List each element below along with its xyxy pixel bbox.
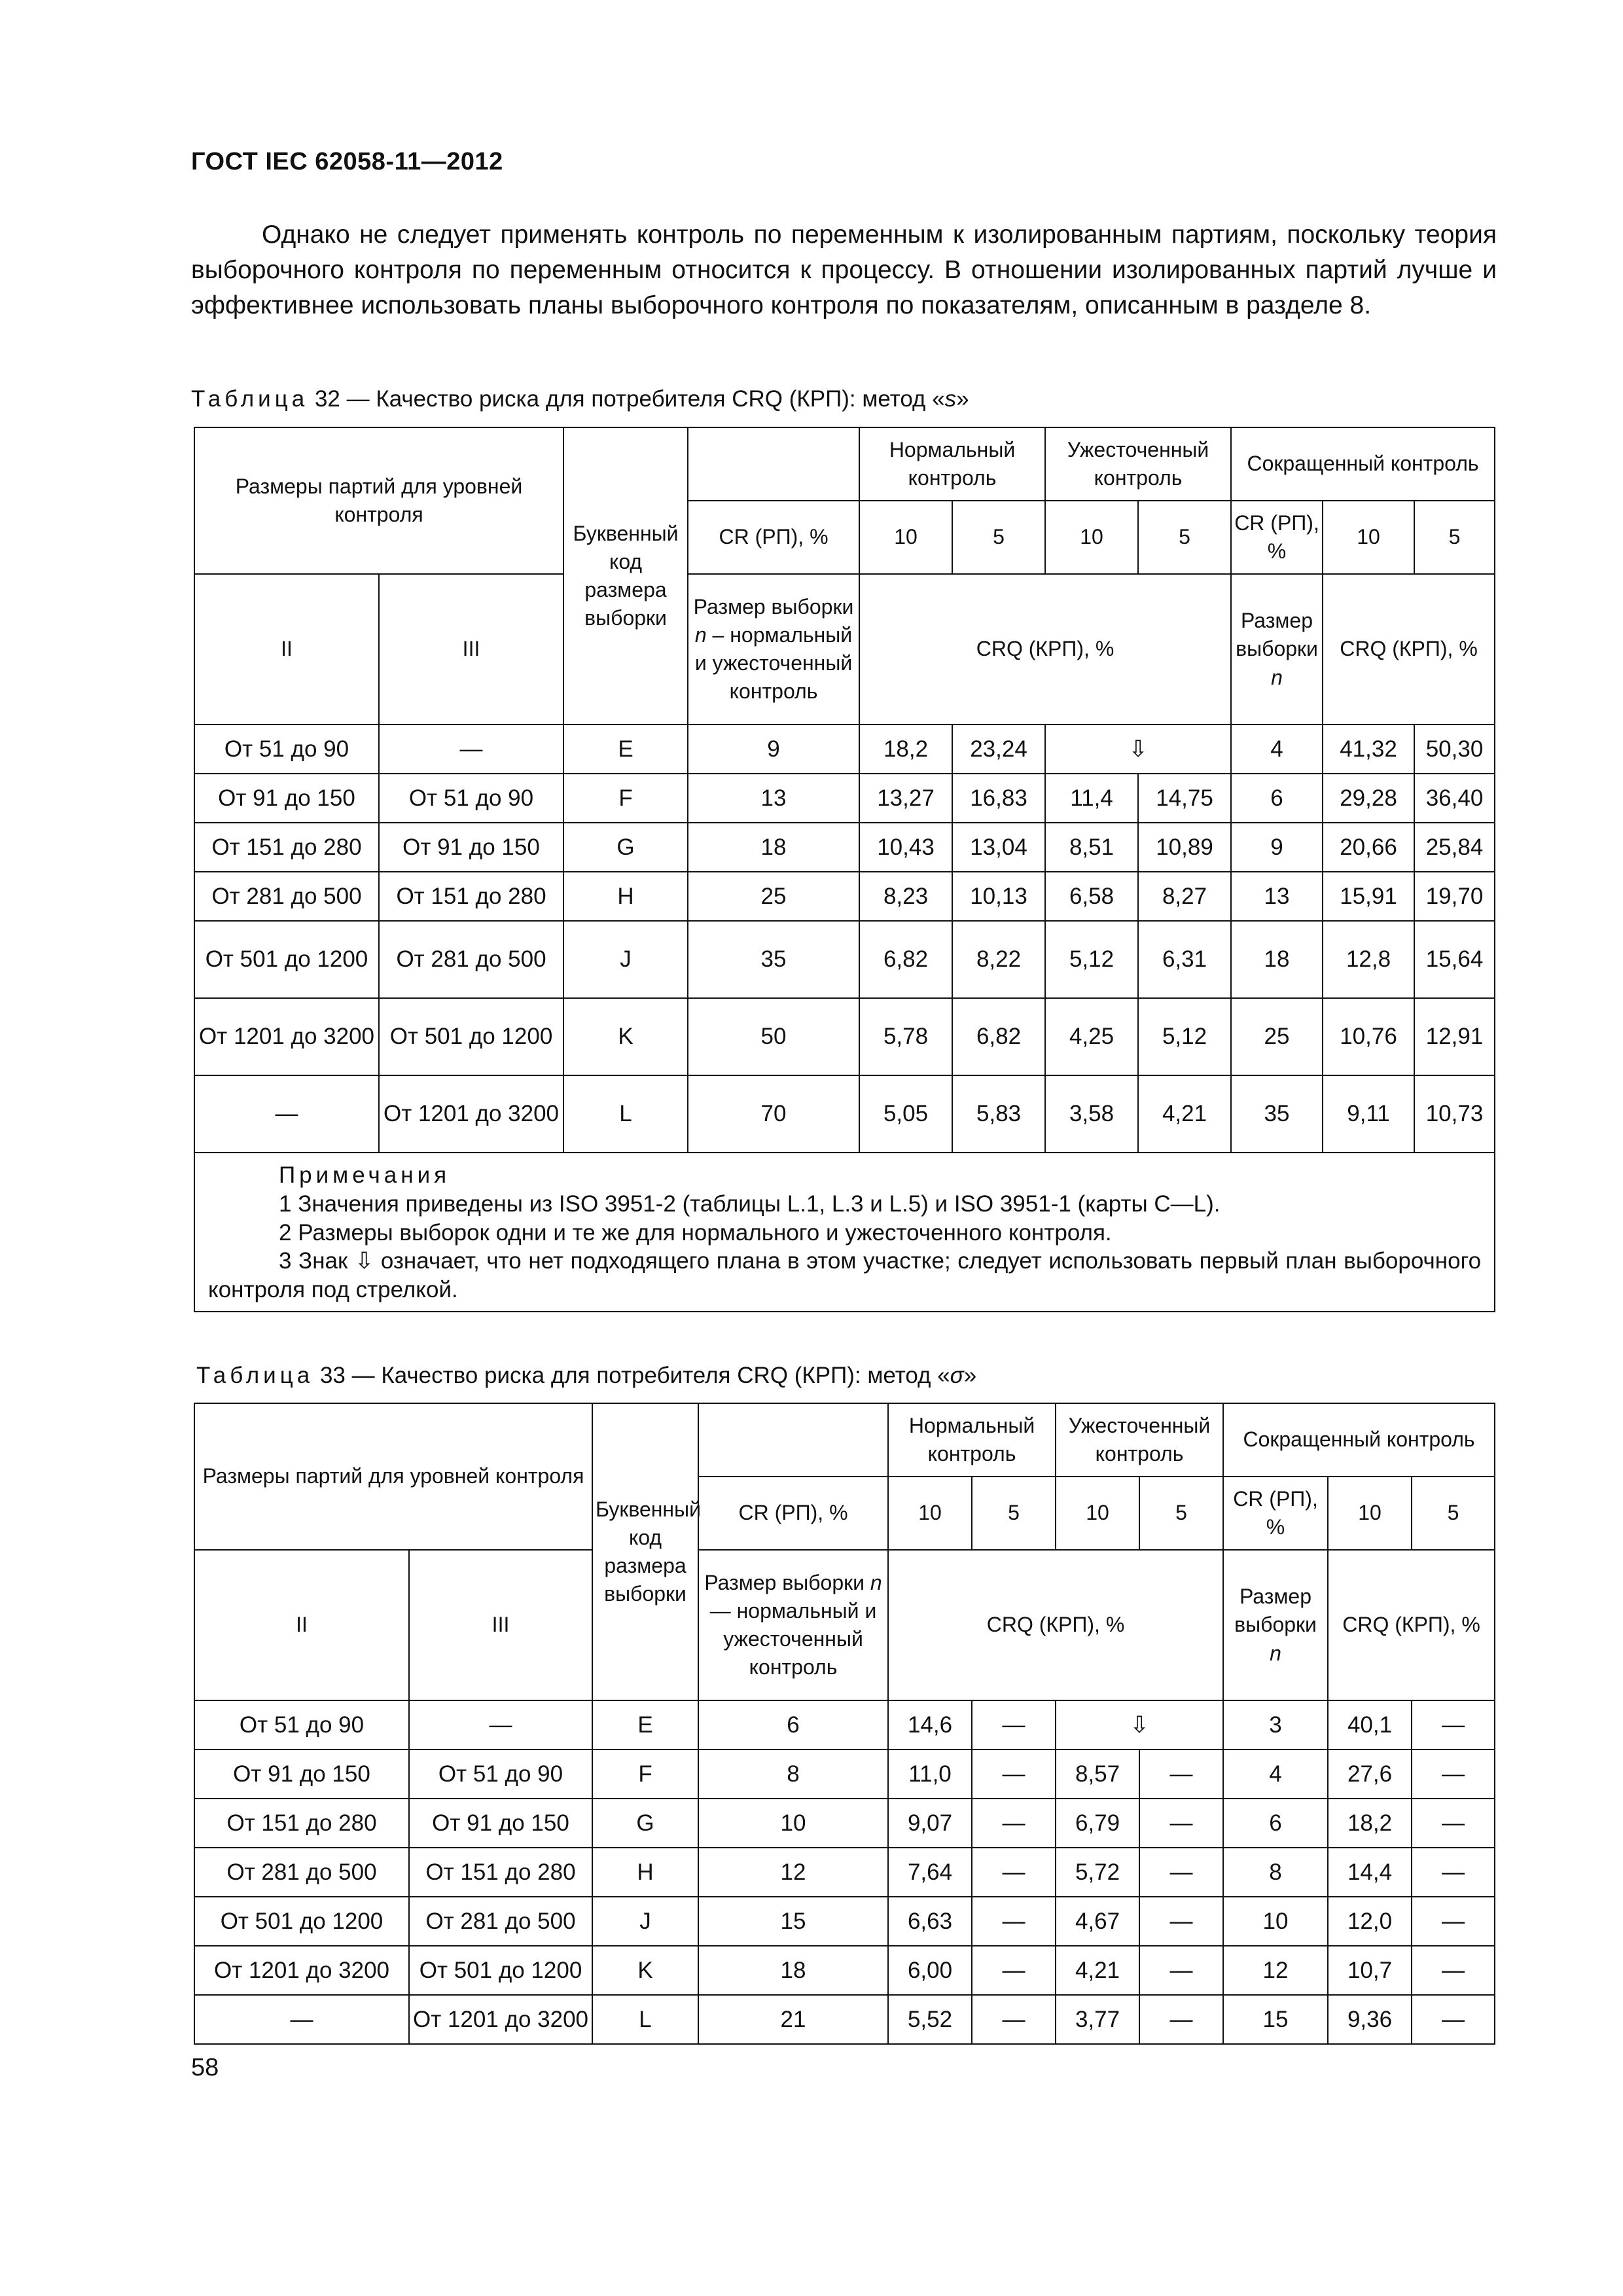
crq-tightened-10-cell: 3,58 <box>1045 1075 1138 1153</box>
crq-reduced-5-cell: — <box>1412 1995 1495 2044</box>
lot-level-3-cell: От 91 до 150 <box>379 823 563 872</box>
crq-tightened-5-cell: 10,89 <box>1138 823 1231 872</box>
crq-tightened-5-cell: 5,12 <box>1138 998 1231 1075</box>
cr-reduced-10: 10 <box>1323 501 1414 574</box>
sample-reduced-header: Размер выборки n <box>1231 574 1323 725</box>
caption-end: » <box>963 1363 977 1388</box>
caption-prefix: Таблица <box>196 1363 314 1388</box>
sample-reduced-cell: 35 <box>1231 1075 1323 1153</box>
crq-normal-10-cell: 11,0 <box>888 1749 972 1799</box>
lot-level-2-cell: От 51 до 90 <box>194 725 379 774</box>
sample-size-cell: 9 <box>688 725 859 774</box>
document-header: ГОСТ IEC 62058-11—2012 <box>191 148 503 175</box>
crq-tightened-10-cell: 8,57 <box>1056 1749 1139 1799</box>
note-2: 2 Размеры выборок одни и те же для нормального и ужесточенного контроля. <box>279 1219 1112 1246</box>
code-cell: H <box>592 1848 698 1897</box>
lot-level-2-cell: — <box>194 1995 409 2044</box>
lot-level-2-cell: От 151 до 280 <box>194 823 379 872</box>
lot-level-3-cell: От 281 до 500 <box>379 921 563 998</box>
sample-reduced-cell: 8 <box>1223 1848 1328 1897</box>
cr-reduced-header: CR (РП), % <box>1223 1477 1328 1550</box>
crq-tightened-10-cell: 6,58 <box>1045 872 1138 921</box>
cr-tightened-10: 10 <box>1045 501 1138 574</box>
sample-size-cell: 15 <box>698 1897 888 1946</box>
crq-normal-10-cell: 9,07 <box>888 1799 972 1848</box>
notes-title: Примечания <box>279 1162 451 1188</box>
code-cell: L <box>592 1995 698 2044</box>
sample-size-cell: 12 <box>698 1848 888 1897</box>
lot-level-2-cell: От 1201 до 3200 <box>194 1946 409 1995</box>
sample-reduced-cell: 3 <box>1223 1700 1328 1749</box>
crq-normal-10-cell: 5,78 <box>859 998 952 1075</box>
level-2-header: II <box>194 1550 409 1700</box>
crq-reduced-10-cell: 14,4 <box>1328 1848 1412 1897</box>
crq-tightened-5-cell: — <box>1139 1995 1223 2044</box>
caption-prefix: Таблица <box>191 386 309 412</box>
cr-reduced-header: CR (РП), % <box>1231 501 1323 574</box>
crq-tightened-5-cell: — <box>1139 1749 1223 1799</box>
table-row <box>194 921 1495 998</box>
no-plan-arrow-cell: ⇩ <box>1056 1700 1223 1749</box>
crq-reduced-10-cell: 10,7 <box>1328 1946 1412 1995</box>
lot-level-2-cell: От 501 до 1200 <box>194 1897 409 1946</box>
caption-text: 33 — Качество риска для потребителя CRQ (КРП): метод « <box>313 1363 950 1388</box>
crq-normal-5-cell: 10,13 <box>952 872 1045 921</box>
crq-tightened-10-cell: 8,51 <box>1045 823 1138 872</box>
caption-text: 32 — Качество риска для потребителя CRQ (КРП): метод « <box>308 386 945 412</box>
code-cell: J <box>563 921 688 998</box>
crq-tightened-10-cell: 5,12 <box>1045 921 1138 998</box>
crq-reduced-10-cell: 27,6 <box>1328 1749 1412 1799</box>
crq-normal-10-cell: 13,27 <box>859 774 952 823</box>
crq-normal-10-cell: 5,52 <box>888 1995 972 2044</box>
crq-reduced-5-cell: 10,73 <box>1414 1075 1495 1153</box>
reduced-header: Сокращенный контроль <box>1223 1403 1495 1477</box>
crq-normal-5-cell: — <box>972 1848 1056 1897</box>
lot-level-3-cell: От 51 до 90 <box>409 1749 592 1799</box>
lot-level-2-cell: От 51 до 90 <box>194 1700 409 1749</box>
crq-reduced-5-cell: — <box>1412 1749 1495 1799</box>
lot-level-3-cell: От 91 до 150 <box>409 1799 592 1848</box>
no-plan-arrow-cell: ⇩ <box>1045 725 1231 774</box>
lot-level-2-cell: От 91 до 150 <box>194 774 379 823</box>
crq-normal-5-cell: — <box>972 1946 1056 1995</box>
table-row <box>194 823 1495 872</box>
crq-tightened-5-cell: — <box>1139 1897 1223 1946</box>
crq-reduced-5-cell: 19,70 <box>1414 872 1495 921</box>
crq-reduced-10-cell: 29,28 <box>1323 774 1414 823</box>
crq-header: CRQ (КРП), % <box>859 574 1231 725</box>
sample-reduced-cell: 6 <box>1223 1799 1328 1848</box>
crq-tightened-5-cell: — <box>1139 1799 1223 1848</box>
crq-reduced-10-cell: 12,8 <box>1323 921 1414 998</box>
crq-reduced-5-cell: 36,40 <box>1414 774 1495 823</box>
code-cell: E <box>563 725 688 774</box>
blank-header <box>698 1403 888 1477</box>
crq-normal-10-cell: 8,23 <box>859 872 952 921</box>
crq-header: CRQ (КРП), % <box>888 1550 1223 1700</box>
lot-level-2-cell: От 281 до 500 <box>194 1848 409 1897</box>
sample-size-cell: 35 <box>688 921 859 998</box>
lot-level-2-cell: От 151 до 280 <box>194 1799 409 1848</box>
sample-size-cell: 8 <box>698 1749 888 1799</box>
level-3-header: III <box>409 1550 592 1700</box>
sample-reduced-cell: 9 <box>1231 823 1323 872</box>
table-33-body <box>194 1700 1495 2044</box>
code-cell: H <box>563 872 688 921</box>
caption-method: σ <box>950 1363 964 1388</box>
lot-level-2-cell: — <box>194 1075 379 1153</box>
level-3-header: III <box>379 574 563 725</box>
lot-level-3-cell: От 151 до 280 <box>379 872 563 921</box>
code-cell: G <box>563 823 688 872</box>
cr-normal-5: 5 <box>952 501 1045 574</box>
crq-tightened-10-cell: 4,67 <box>1056 1897 1139 1946</box>
reduced-header: Сокращенный контроль <box>1231 427 1495 501</box>
crq-tightened-5-cell: 14,75 <box>1138 774 1231 823</box>
table-row <box>194 774 1495 823</box>
sample-size-cell: 25 <box>688 872 859 921</box>
sample-size-cell: 6 <box>698 1700 888 1749</box>
table-row <box>194 725 1495 774</box>
table-row <box>194 1946 1495 1995</box>
normal-header: Нормальный контроль <box>859 427 1045 501</box>
lot-sizes-header: Размеры партий для уровней контроля <box>194 427 563 574</box>
table-row <box>194 1848 1495 1897</box>
lot-level-3-cell: От 1201 до 3200 <box>409 1995 592 2044</box>
crq-reduced-10-cell: 12,0 <box>1328 1897 1412 1946</box>
sample-size-cell: 18 <box>698 1946 888 1995</box>
crq-tightened-5-cell: 6,31 <box>1138 921 1231 998</box>
cr-tightened-5: 5 <box>1138 501 1231 574</box>
cr-tightened-5: 5 <box>1139 1477 1223 1550</box>
lot-level-3-cell: — <box>379 725 563 774</box>
crq-reduced-10-cell: 20,66 <box>1323 823 1414 872</box>
lot-level-2-cell: От 91 до 150 <box>194 1749 409 1799</box>
lot-level-2-cell: От 501 до 1200 <box>194 921 379 998</box>
table-row <box>194 872 1495 921</box>
lot-level-2-cell: От 1201 до 3200 <box>194 998 379 1075</box>
sample-reduced-cell: 25 <box>1231 998 1323 1075</box>
table-row <box>194 1075 1495 1153</box>
code-cell: G <box>592 1799 698 1848</box>
crq-normal-5-cell: 23,24 <box>952 725 1045 774</box>
table-33 <box>194 1403 1495 2045</box>
crq-reduced-10-cell: 10,76 <box>1323 998 1414 1075</box>
sample-reduced-cell: 6 <box>1231 774 1323 823</box>
note-1: 1 Значения приведены из ISO 3951-2 (таблицы L.1, L.3 и L.5) и ISO 3951-1 (карты С—L). <box>279 1191 1221 1217</box>
table-row <box>194 1749 1495 1799</box>
lot-level-3-cell: От 501 до 1200 <box>379 998 563 1075</box>
crq-normal-10-cell: 6,00 <box>888 1946 972 1995</box>
normal-header: Нормальный контроль <box>888 1403 1056 1477</box>
sample-reduced-cell: 10 <box>1223 1897 1328 1946</box>
crq-normal-5-cell: — <box>972 1799 1056 1848</box>
blank-header <box>688 427 859 501</box>
crq-reduced-10-cell: 40,1 <box>1328 1700 1412 1749</box>
table-row <box>194 1799 1495 1848</box>
crq-normal-5-cell: 8,22 <box>952 921 1045 998</box>
crq-reduced-header: CRQ (КРП), % <box>1323 574 1495 725</box>
crq-reduced-5-cell: 15,64 <box>1414 921 1495 998</box>
cr-normal-5: 5 <box>972 1477 1056 1550</box>
crq-reduced-5-cell: 50,30 <box>1414 725 1495 774</box>
crq-normal-10-cell: 6,82 <box>859 921 952 998</box>
code-cell: K <box>563 998 688 1075</box>
crq-reduced-5-cell: 12,91 <box>1414 998 1495 1075</box>
crq-reduced-10-cell: 9,11 <box>1323 1075 1414 1153</box>
crq-tightened-10-cell: 4,25 <box>1045 998 1138 1075</box>
sample-size-header: Размер выборки n – нормальный и ужесточенный контроль <box>688 574 859 725</box>
crq-normal-10-cell: 5,05 <box>859 1075 952 1153</box>
crq-normal-5-cell: — <box>972 1700 1056 1749</box>
lot-level-3-cell: От 51 до 90 <box>379 774 563 823</box>
crq-tightened-5-cell: — <box>1139 1946 1223 1995</box>
crq-reduced-5-cell: — <box>1412 1897 1495 1946</box>
crq-normal-5-cell: — <box>972 1749 1056 1799</box>
crq-normal-10-cell: 7,64 <box>888 1848 972 1897</box>
cr-header: CR (РП), % <box>688 501 859 574</box>
sample-size-header: Размер выборки n — нормальный и ужесточенный контроль <box>698 1550 888 1700</box>
caption-end: » <box>956 386 969 412</box>
crq-tightened-5-cell: 8,27 <box>1138 872 1231 921</box>
crq-normal-5-cell: 13,04 <box>952 823 1045 872</box>
crq-normal-5-cell: 6,82 <box>952 998 1045 1075</box>
table-row <box>194 1995 1495 2044</box>
code-cell: K <box>592 1946 698 1995</box>
tightened-header: Ужесточенный контроль <box>1045 427 1231 501</box>
sample-size-cell: 21 <box>698 1995 888 2044</box>
cr-reduced-10: 10 <box>1328 1477 1412 1550</box>
crq-normal-10-cell: 6,63 <box>888 1897 972 1946</box>
crq-reduced-5-cell: 25,84 <box>1414 823 1495 872</box>
code-header: Буквенный код размера выборки <box>563 427 688 725</box>
table-row <box>194 998 1495 1075</box>
lot-level-3-cell: От 501 до 1200 <box>409 1946 592 1995</box>
crq-normal-5-cell: 5,83 <box>952 1075 1045 1153</box>
sample-reduced-header: Размер выборки n <box>1223 1550 1328 1700</box>
sample-reduced-cell: 18 <box>1231 921 1323 998</box>
crq-reduced-5-cell: — <box>1412 1700 1495 1749</box>
crq-tightened-5-cell: — <box>1139 1848 1223 1897</box>
code-cell: F <box>592 1749 698 1799</box>
sample-reduced-cell: 13 <box>1231 872 1323 921</box>
code-cell: J <box>592 1897 698 1946</box>
crq-normal-10-cell: 14,6 <box>888 1700 972 1749</box>
crq-tightened-10-cell: 11,4 <box>1045 774 1138 823</box>
crq-reduced-5-cell: — <box>1412 1946 1495 1995</box>
note-3: 3 Знак ⇩ означает, что нет подходящего плана в этом участке; следует использовать первый план выборочного контроля под стрелкой. <box>208 1248 1482 1302</box>
table-row <box>194 1897 1495 1946</box>
table-row <box>194 1700 1495 1749</box>
page-number: 58 <box>191 2054 219 2081</box>
crq-normal-5-cell: — <box>972 1995 1056 2044</box>
notes-cell <box>194 1153 1495 1312</box>
cr-reduced-5: 5 <box>1412 1477 1495 1550</box>
table-32-body <box>194 725 1495 1153</box>
cr-header: CR (РП), % <box>698 1477 888 1550</box>
lot-level-3-cell: От 1201 до 3200 <box>379 1075 563 1153</box>
crq-reduced-10-cell: 15,91 <box>1323 872 1414 921</box>
crq-reduced-header: CRQ (КРП), % <box>1328 1550 1495 1700</box>
intro-paragraph: Однако не следует применять контроль по переменным к изолированным партиям, поскольку теория выборочного контроля по переменным относится к процессу. В отношении изолированных партий лучше и эффективнее использовать планы выборочного контроля по показателям, описанным в разделе 8. <box>191 221 1497 319</box>
cr-normal-10: 10 <box>888 1477 972 1550</box>
lot-level-2-cell: От 281 до 500 <box>194 872 379 921</box>
tightened-header: Ужесточенный контроль <box>1056 1403 1223 1477</box>
cr-normal-10: 10 <box>859 501 952 574</box>
code-cell: L <box>563 1075 688 1153</box>
code-cell: E <box>592 1700 698 1749</box>
table-32 <box>194 427 1495 1312</box>
sample-reduced-cell: 4 <box>1231 725 1323 774</box>
sample-size-cell: 18 <box>688 823 859 872</box>
lot-level-3-cell: От 281 до 500 <box>409 1897 592 1946</box>
code-header: Буквенный код размера выборки <box>592 1403 698 1700</box>
crq-tightened-10-cell: 5,72 <box>1056 1848 1139 1897</box>
lot-level-3-cell: — <box>409 1700 592 1749</box>
crq-tightened-10-cell: 3,77 <box>1056 1995 1139 2044</box>
code-cell: F <box>563 774 688 823</box>
crq-reduced-5-cell: — <box>1412 1799 1495 1848</box>
crq-reduced-10-cell: 18,2 <box>1328 1799 1412 1848</box>
table-33-caption <box>196 1363 976 1389</box>
crq-normal-5-cell: 16,83 <box>952 774 1045 823</box>
crq-tightened-5-cell: 4,21 <box>1138 1075 1231 1153</box>
cr-reduced-5: 5 <box>1414 501 1495 574</box>
sample-size-cell: 13 <box>688 774 859 823</box>
table-32-caption <box>191 386 969 412</box>
crq-normal-10-cell: 10,43 <box>859 823 952 872</box>
crq-normal-10-cell: 18,2 <box>859 725 952 774</box>
crq-normal-5-cell: — <box>972 1897 1056 1946</box>
cr-tightened-10: 10 <box>1056 1477 1139 1550</box>
sample-size-cell: 10 <box>698 1799 888 1848</box>
crq-tightened-10-cell: 6,79 <box>1056 1799 1139 1848</box>
sample-reduced-cell: 15 <box>1223 1995 1328 2044</box>
caption-method: s <box>944 386 957 412</box>
crq-reduced-5-cell: — <box>1412 1848 1495 1897</box>
crq-reduced-10-cell: 9,36 <box>1328 1995 1412 2044</box>
lot-level-3-cell: От 151 до 280 <box>409 1848 592 1897</box>
crq-tightened-10-cell: 4,21 <box>1056 1946 1139 1995</box>
sample-size-cell: 70 <box>688 1075 859 1153</box>
sample-size-cell: 50 <box>688 998 859 1075</box>
sample-reduced-cell: 4 <box>1223 1749 1328 1799</box>
level-2-header: II <box>194 574 379 725</box>
crq-reduced-10-cell: 41,32 <box>1323 725 1414 774</box>
lot-sizes-header: Размеры партий для уровней контроля <box>194 1403 592 1550</box>
sample-reduced-cell: 12 <box>1223 1946 1328 1995</box>
